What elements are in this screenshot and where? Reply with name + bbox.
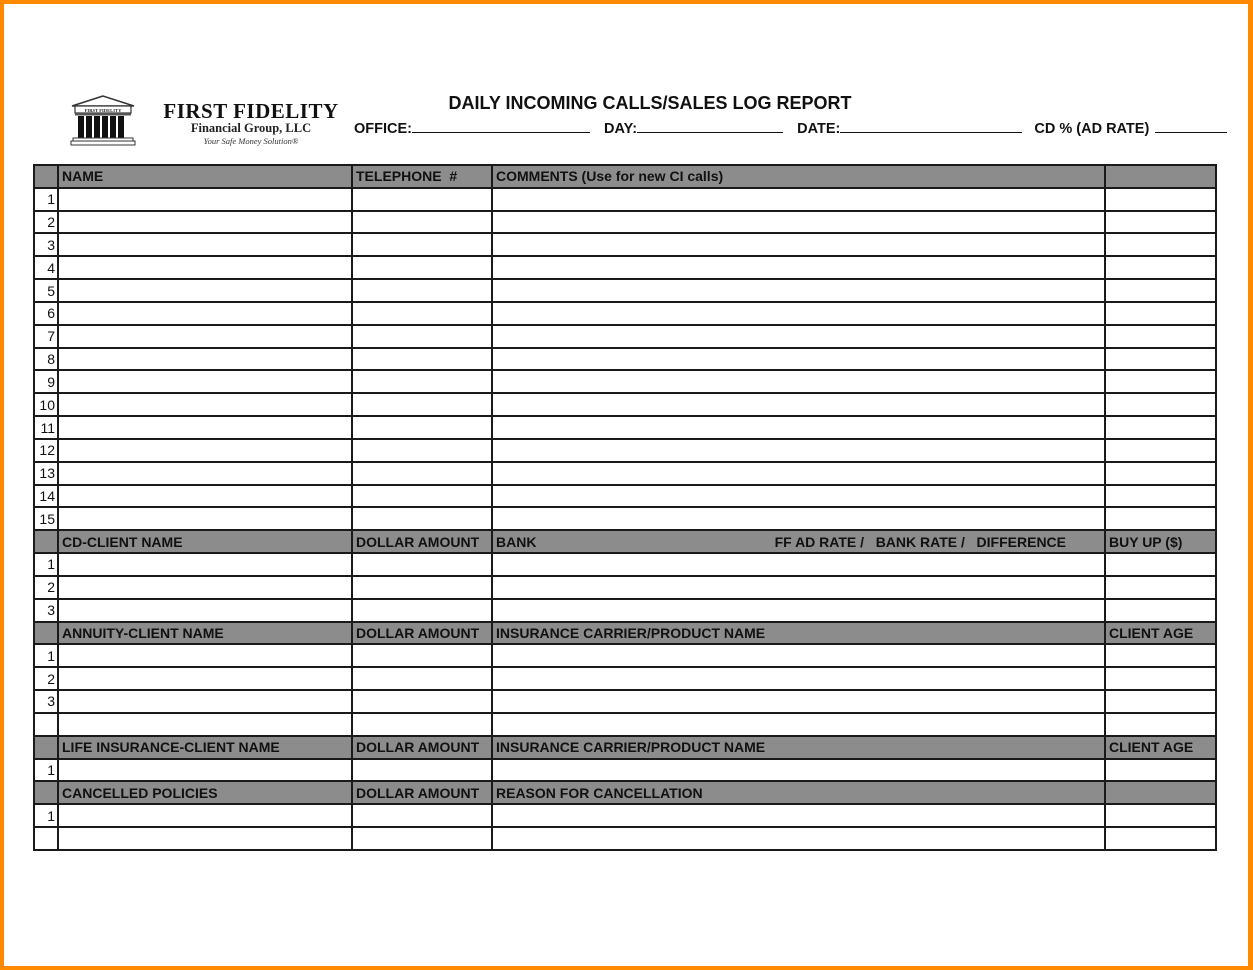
calls-cell-col-3[interactable]	[492, 393, 1105, 416]
row-number: 5	[34, 279, 58, 302]
annuity-row	[34, 690, 1216, 713]
calls-cell-col-1[interactable]	[58, 416, 352, 439]
row-number: 3	[34, 233, 58, 256]
calls-header-col-4	[1105, 165, 1216, 188]
calls-cell-col-4[interactable]	[1105, 439, 1216, 462]
calls-cell-col-3[interactable]	[492, 233, 1105, 256]
cd-header-row-number	[34, 530, 58, 553]
row-number: 2	[34, 211, 58, 234]
calls-cell-col-2[interactable]	[352, 233, 492, 256]
calls-cell-col-4[interactable]	[1105, 393, 1216, 416]
calls-cell-col-3[interactable]	[492, 211, 1105, 234]
calls-header-col-1: NAME	[58, 165, 352, 188]
calls-cell-col-4[interactable]	[1105, 302, 1216, 325]
cd-cell-col-2[interactable]	[352, 599, 492, 622]
calls-row	[34, 348, 1216, 371]
cd-cell-col-1[interactable]	[58, 576, 352, 599]
calls-cell-col-2[interactable]	[352, 302, 492, 325]
cancelled-cell-col-4[interactable]	[1105, 804, 1216, 827]
calls-cell-col-2[interactable]	[352, 188, 492, 211]
date-field[interactable]	[840, 120, 1022, 133]
calls-cell-col-4[interactable]	[1105, 416, 1216, 439]
annuity-cell-col-2[interactable]	[352, 667, 492, 690]
cancelled-header-col-2: DOLLAR AMOUNT	[352, 781, 492, 804]
cd-cell-col-2[interactable]	[352, 576, 492, 599]
life-header-row-number	[34, 736, 58, 759]
calls-cell-col-3[interactable]	[492, 279, 1105, 302]
life-header-col-4: CLIENT AGE	[1105, 736, 1216, 759]
row-number: 6	[34, 302, 58, 325]
cd-rate-label: CD % (AD RATE)	[1034, 121, 1150, 137]
cancelled-header-col-3: REASON FOR CANCELLATION	[492, 781, 1105, 804]
row-number	[34, 713, 58, 736]
cancelled-cell-col-1[interactable]	[58, 827, 352, 850]
building-columns-icon	[70, 95, 136, 147]
calls-cell-col-3[interactable]	[492, 348, 1105, 371]
section-header-cd	[34, 530, 1216, 553]
calls-row	[34, 370, 1216, 393]
annuity-cell-col-2[interactable]	[352, 713, 492, 736]
calls-row	[34, 393, 1216, 416]
annuity-row	[34, 644, 1216, 667]
calls-cell-col-1[interactable]	[58, 507, 352, 530]
row-number: 1	[34, 188, 58, 211]
calls-cell-col-2[interactable]	[352, 325, 492, 348]
day-label: DAY:	[604, 121, 638, 137]
calls-row	[34, 188, 1216, 211]
cd-header-col-1: CD-CLIENT NAME	[58, 530, 352, 553]
cd-cell-col-4[interactable]	[1105, 553, 1216, 576]
office-label: OFFICE:	[354, 121, 412, 137]
life-cell-col-2[interactable]	[352, 759, 492, 782]
cancelled-cell-col-1[interactable]	[58, 804, 352, 827]
annuity-row	[34, 667, 1216, 690]
calls-cell-col-1[interactable]	[58, 302, 352, 325]
row-number: 4	[34, 256, 58, 279]
calls-row	[34, 233, 1216, 256]
cancelled-row	[34, 827, 1216, 850]
calls-header-col-2: TELEPHONE #	[352, 165, 492, 188]
cancelled-row	[34, 804, 1216, 827]
calls-cell-col-4[interactable]	[1105, 370, 1216, 393]
row-number: 14	[34, 485, 58, 508]
row-number: 13	[34, 462, 58, 485]
row-number: 12	[34, 439, 58, 462]
company-subtitle: Financial Group, LLC	[190, 121, 312, 135]
life-cell-col-4[interactable]	[1105, 759, 1216, 782]
section-header-annuity	[34, 622, 1216, 645]
section-header-cancelled	[34, 781, 1216, 804]
calls-cell-col-2[interactable]	[352, 370, 492, 393]
calls-header-col-3: COMMENTS (Use for new CI calls)	[492, 165, 1105, 188]
row-number: 2	[34, 667, 58, 690]
annuity-header-col-2: DOLLAR AMOUNT	[352, 622, 492, 645]
annuity-header-col-4: CLIENT AGE	[1105, 622, 1216, 645]
cd-cell-col-4[interactable]	[1105, 576, 1216, 599]
calls-cell-col-2[interactable]	[352, 507, 492, 530]
annuity-cell-col-3[interactable]	[492, 667, 1105, 690]
row-number: 1	[34, 553, 58, 576]
svg-text:FIRST FIDELITY: FIRST FIDELITY	[84, 108, 122, 113]
calls-cell-col-3[interactable]	[492, 507, 1105, 530]
cancelled-cell-col-2[interactable]	[352, 804, 492, 827]
calls-header-row-number	[34, 165, 58, 188]
calls-cell-col-4[interactable]	[1105, 507, 1216, 530]
life-cell-col-1[interactable]	[58, 759, 352, 782]
annuity-header-col-3: INSURANCE CARRIER/PRODUCT NAME	[492, 622, 1105, 645]
row-number: 11	[34, 416, 58, 439]
cd-cell-col-3[interactable]	[492, 576, 1105, 599]
report-title: DAILY INCOMING CALLS/SALES LOG REPORT	[448, 93, 852, 113]
annuity-cell-col-3[interactable]	[492, 713, 1105, 736]
bank-header-label: BANK	[496, 533, 537, 550]
calls-cell-col-4[interactable]	[1105, 233, 1216, 256]
annuity-cell-col-1[interactable]	[58, 667, 352, 690]
calls-cell-col-2[interactable]	[352, 393, 492, 416]
row-number	[34, 827, 58, 850]
life-cell-col-3[interactable]	[492, 759, 1105, 782]
calls-cell-col-2[interactable]	[352, 439, 492, 462]
annuity-cell-col-4[interactable]	[1105, 713, 1216, 736]
row-number: 3	[34, 599, 58, 622]
calls-cell-col-3[interactable]	[492, 416, 1105, 439]
header-fields	[354, 120, 1224, 137]
section-header-calls	[34, 165, 1216, 188]
cd-header-col-2: DOLLAR AMOUNT	[352, 530, 492, 553]
calls-cell-col-1[interactable]	[58, 279, 352, 302]
day-field[interactable]	[637, 120, 783, 133]
calls-cell-col-1[interactable]	[58, 256, 352, 279]
cd-cell-col-4[interactable]	[1105, 599, 1216, 622]
calls-row	[34, 211, 1216, 234]
cancelled-cell-col-4[interactable]	[1105, 827, 1216, 850]
life-header-col-2: DOLLAR AMOUNT	[352, 736, 492, 759]
calls-cell-col-4[interactable]	[1105, 348, 1216, 371]
calls-cell-col-4[interactable]	[1105, 485, 1216, 508]
cd-cell-col-1[interactable]	[58, 599, 352, 622]
cd-cell-col-2[interactable]	[352, 553, 492, 576]
annuity-cell-col-4[interactable]	[1105, 644, 1216, 667]
calls-cell-col-2[interactable]	[352, 416, 492, 439]
life-row	[34, 759, 1216, 782]
cd-row	[34, 599, 1216, 622]
row-number: 1	[34, 644, 58, 667]
calls-cell-col-4[interactable]	[1105, 211, 1216, 234]
calls-row	[34, 439, 1216, 462]
cancelled-cell-col-3[interactable]	[492, 804, 1105, 827]
annuity-cell-col-4[interactable]	[1105, 690, 1216, 713]
cancelled-header-col-1: CANCELLED POLICIES	[58, 781, 352, 804]
calls-cell-col-1[interactable]	[58, 393, 352, 416]
calls-cell-col-1[interactable]	[58, 485, 352, 508]
row-number: 9	[34, 370, 58, 393]
annuity-cell-col-1[interactable]	[58, 713, 352, 736]
calls-cell-col-1[interactable]	[58, 348, 352, 371]
cancelled-cell-col-3[interactable]	[492, 827, 1105, 850]
calls-cell-col-2[interactable]	[352, 485, 492, 508]
cancelled-header-col-4	[1105, 781, 1216, 804]
section-header-life	[34, 736, 1216, 759]
life-header-col-1: LIFE INSURANCE-CLIENT NAME	[58, 736, 352, 759]
calls-row	[34, 462, 1216, 485]
annuity-cell-col-3[interactable]	[492, 690, 1105, 713]
calls-cell-col-3[interactable]	[492, 188, 1105, 211]
cd-cell-col-3[interactable]	[492, 553, 1105, 576]
calls-cell-col-4[interactable]	[1105, 188, 1216, 211]
annuity-header-col-1: ANNUITY-CLIENT NAME	[58, 622, 352, 645]
cancelled-cell-col-2[interactable]	[352, 827, 492, 850]
calls-cell-col-2[interactable]	[352, 256, 492, 279]
date-label: DATE:	[797, 121, 841, 137]
annuity-cell-col-2[interactable]	[352, 690, 492, 713]
life-header-col-3: INSURANCE CARRIER/PRODUCT NAME	[492, 736, 1105, 759]
annuity-row	[34, 713, 1216, 736]
calls-row	[34, 485, 1216, 508]
calls-row	[34, 279, 1216, 302]
row-number: 15	[34, 507, 58, 530]
calls-cell-col-1[interactable]	[58, 370, 352, 393]
calls-row	[34, 416, 1216, 439]
row-number: 1	[34, 759, 58, 782]
calls-cell-col-1[interactable]	[58, 188, 352, 211]
log-table	[33, 164, 1217, 851]
cd-cell-col-3[interactable]	[492, 599, 1105, 622]
row-number: 3	[34, 690, 58, 713]
cd-header-col-3	[492, 530, 1105, 553]
row-number: 1	[34, 804, 58, 827]
row-number: 2	[34, 576, 58, 599]
calls-cell-col-3[interactable]	[492, 302, 1105, 325]
row-number: 8	[34, 348, 58, 371]
calls-cell-col-1[interactable]	[58, 325, 352, 348]
annuity-cell-col-1[interactable]	[58, 690, 352, 713]
rates-header-label: FF AD RATE / BANK RATE / DIFFERENCE	[774, 534, 1066, 551]
annuity-cell-col-4[interactable]	[1105, 667, 1216, 690]
calls-row	[34, 325, 1216, 348]
annuity-cell-col-1[interactable]	[58, 644, 352, 667]
calls-cell-col-4[interactable]	[1105, 462, 1216, 485]
calls-row	[34, 507, 1216, 530]
calls-cell-col-2[interactable]	[352, 462, 492, 485]
calls-cell-col-3[interactable]	[492, 370, 1105, 393]
calls-cell-col-1[interactable]	[58, 439, 352, 462]
calls-cell-col-3[interactable]	[492, 462, 1105, 485]
office-field[interactable]	[412, 120, 590, 133]
calls-cell-col-4[interactable]	[1105, 279, 1216, 302]
company-tagline: Your Safe Money Solution®	[203, 136, 299, 146]
calls-cell-col-3[interactable]	[492, 256, 1105, 279]
calls-cell-col-4[interactable]	[1105, 256, 1216, 279]
calls-cell-col-1[interactable]	[58, 211, 352, 234]
annuity-cell-col-3[interactable]	[492, 644, 1105, 667]
cd-row	[34, 553, 1216, 576]
cancelled-header-row-number	[34, 781, 58, 804]
annuity-header-row-number	[34, 622, 58, 645]
row-number: 10	[34, 393, 58, 416]
company-name: FIRST FIDELITY	[163, 99, 339, 123]
calls-cell-col-3[interactable]	[492, 439, 1105, 462]
calls-cell-col-2[interactable]	[352, 348, 492, 371]
annuity-cell-col-2[interactable]	[352, 644, 492, 667]
cd-cell-col-1[interactable]	[58, 553, 352, 576]
cd-row	[34, 576, 1216, 599]
calls-row	[34, 302, 1216, 325]
calls-row	[34, 256, 1216, 279]
calls-cell-col-4[interactable]	[1105, 325, 1216, 348]
calls-cell-col-2[interactable]	[352, 279, 492, 302]
company-logo	[70, 95, 340, 155]
cd-rate-field[interactable]	[1155, 120, 1227, 133]
calls-cell-col-3[interactable]	[492, 325, 1105, 348]
calls-cell-col-1[interactable]	[58, 462, 352, 485]
cd-header-col-4: BUY UP ($)	[1105, 530, 1216, 553]
calls-cell-col-2[interactable]	[352, 211, 492, 234]
calls-cell-col-1[interactable]	[58, 233, 352, 256]
calls-cell-col-3[interactable]	[492, 485, 1105, 508]
row-number: 7	[34, 325, 58, 348]
